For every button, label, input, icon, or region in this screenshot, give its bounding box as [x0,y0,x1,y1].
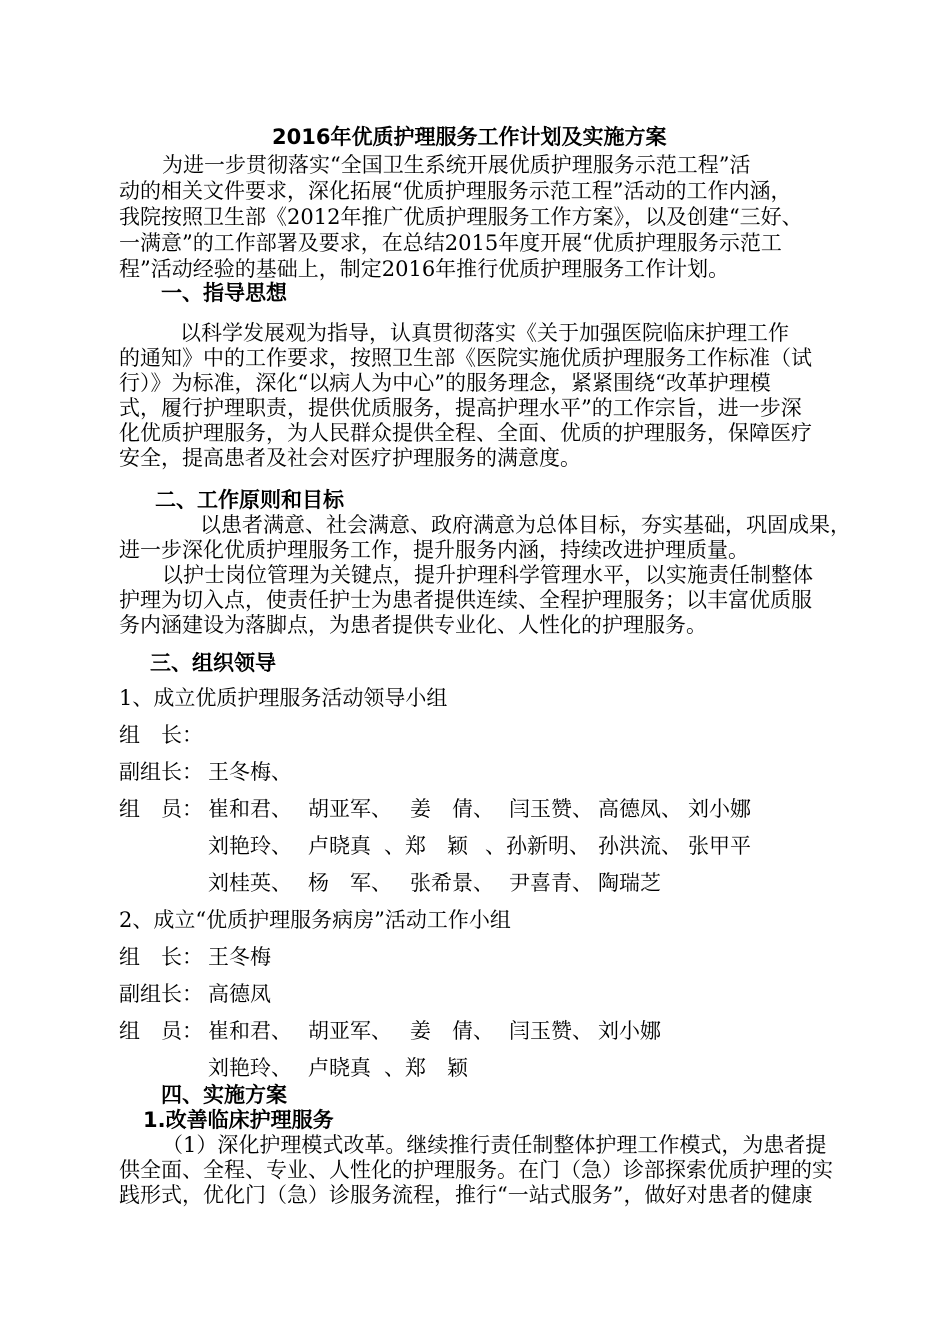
member-name: 孙洪流、 [598,834,682,858]
paragraph-line: 以护士岗位管理为关键点，提升护理科学管理水平，以实施责任制整体 [162,563,813,587]
member-name: 姜 倩、 [410,1019,494,1043]
member-name: 卢晓真 [308,834,371,858]
deputy-label: 副组长： [119,982,203,1006]
member-name: 刘艳玲、 [208,834,292,858]
member-name: 张甲平 [688,834,751,858]
leader-name: 王冬梅 [208,945,271,969]
paragraph-line: 化优质护理服务，为人民群众提供全程、全面、优质的护理服务，保障医疗 [119,421,812,445]
member-name: 尹喜青、 [509,871,593,895]
intro-line: 一满意”的工作部署及要求，在总结2015年度开展“优质护理服务示范工 [119,231,782,255]
member-name: 崔和君、 [208,797,292,821]
member-name: 、郑 颖 [384,1056,468,1080]
paragraph-line: 以患者满意、社会满意、政府满意为总体目标，夯实基础，巩固成果， [200,513,851,537]
intro-line: 动的相关文件要求，深化拓展“优质护理服务示范工程”活动的工作内涵， [119,179,792,203]
member-name: 胡亚军、 [308,1019,392,1043]
paragraph-line: （1）深化护理模式改革。继续推行责任制整体护理工作模式，为患者提 [162,1133,827,1157]
deputy-name: 高德凤 [208,982,271,1006]
section-heading: 二、工作原则和目标 [155,488,344,512]
member-name: 闫玉赞、 [509,797,593,821]
subsection-heading: 1.改善临床护理服务 [143,1108,334,1132]
member-name: 刘小娜 [598,1019,661,1043]
intro-line: 我院按照卫生部《2012年推广优质护理服务工作方案》，以及创建“三好、 [119,205,803,229]
member-name: 胡亚军、 [308,797,392,821]
member-name: 杨 军、 [308,871,392,895]
paragraph-line: 式，履行护理职责，提供优质服务，提高护理水平”的工作宗旨，进一步深 [119,396,802,420]
section-heading: 三、组织领导 [150,651,276,675]
section-heading: 一、指导思想 [161,281,287,305]
paragraph-line: 以科学发展观为指导，认真贯彻落实《关于加强医院临床护理工作 [180,321,789,345]
member-name: 刘桂英、 [208,871,292,895]
member-name: 、孙新明、 [485,834,590,858]
paragraph-line: 的通知》中的工作要求，按照卫生部《医院实施优质护理服务工作标准（试 [119,346,812,370]
paragraph-line: 行）》为标准，深化“以病人为中心”的服务理念，紧紧围绕“改革护理模 [119,371,771,395]
intro-line: 程”活动经验的基础上，制定2016年推行优质护理服务工作计划。 [119,257,730,281]
group-title: 2、成立“优质护理服务病房”活动工作小组 [119,908,511,932]
group-title: 1、成立优质护理服务活动领导小组 [119,686,448,710]
member-name: 陶瑞芝 [598,871,661,895]
member-name: 闫玉赞、 [509,1019,593,1043]
member-name: 崔和君、 [208,1019,292,1043]
paragraph-line: 践形式，优化门（急）诊服务流程，推行“一站式服务”，做好对患者的健康 [119,1183,813,1207]
member-name: 刘艳玲、 [208,1056,292,1080]
page-title: 2016年优质护理服务工作计划及实施方案 [272,125,667,149]
member-name: 、郑 颖 [384,834,468,858]
leader-label: 组 长： [119,723,203,747]
paragraph-line: 进一步深化优质护理服务工作，提升服务内涵，持续改进护理质量。 [119,538,749,562]
member-name: 高德凤、 [598,797,682,821]
member-name: 刘小娜 [688,797,751,821]
members-label: 组 员： [119,1019,203,1043]
deputy-name: 王冬梅、 [208,760,292,784]
intro-line: 为进一步贯彻落实“全国卫生系统开展优质护理服务示范工程”活 [162,153,751,177]
members-label: 组 员： [119,797,203,821]
member-name: 卢晓真 [308,1056,371,1080]
paragraph-line: 务内涵建设为落脚点，为患者提供专业化、人性化的护理服务。 [119,613,707,637]
paragraph-line: 护理为切入点，使责任护士为患者提供连续、全程护理服务；以丰富优质服 [119,588,812,612]
member-name: 姜 倩、 [410,797,494,821]
section-heading: 四、实施方案 [161,1083,287,1107]
paragraph-line: 供全面、全程、专业、人性化的护理服务。在门（急）诊部探索优质护理的实 [119,1158,833,1182]
leader-label: 组 长： [119,945,203,969]
deputy-label: 副组长： [119,760,203,784]
member-name: 张希景、 [410,871,494,895]
paragraph-line: 安全，提高患者及社会对医疗护理服务的满意度。 [119,446,581,470]
